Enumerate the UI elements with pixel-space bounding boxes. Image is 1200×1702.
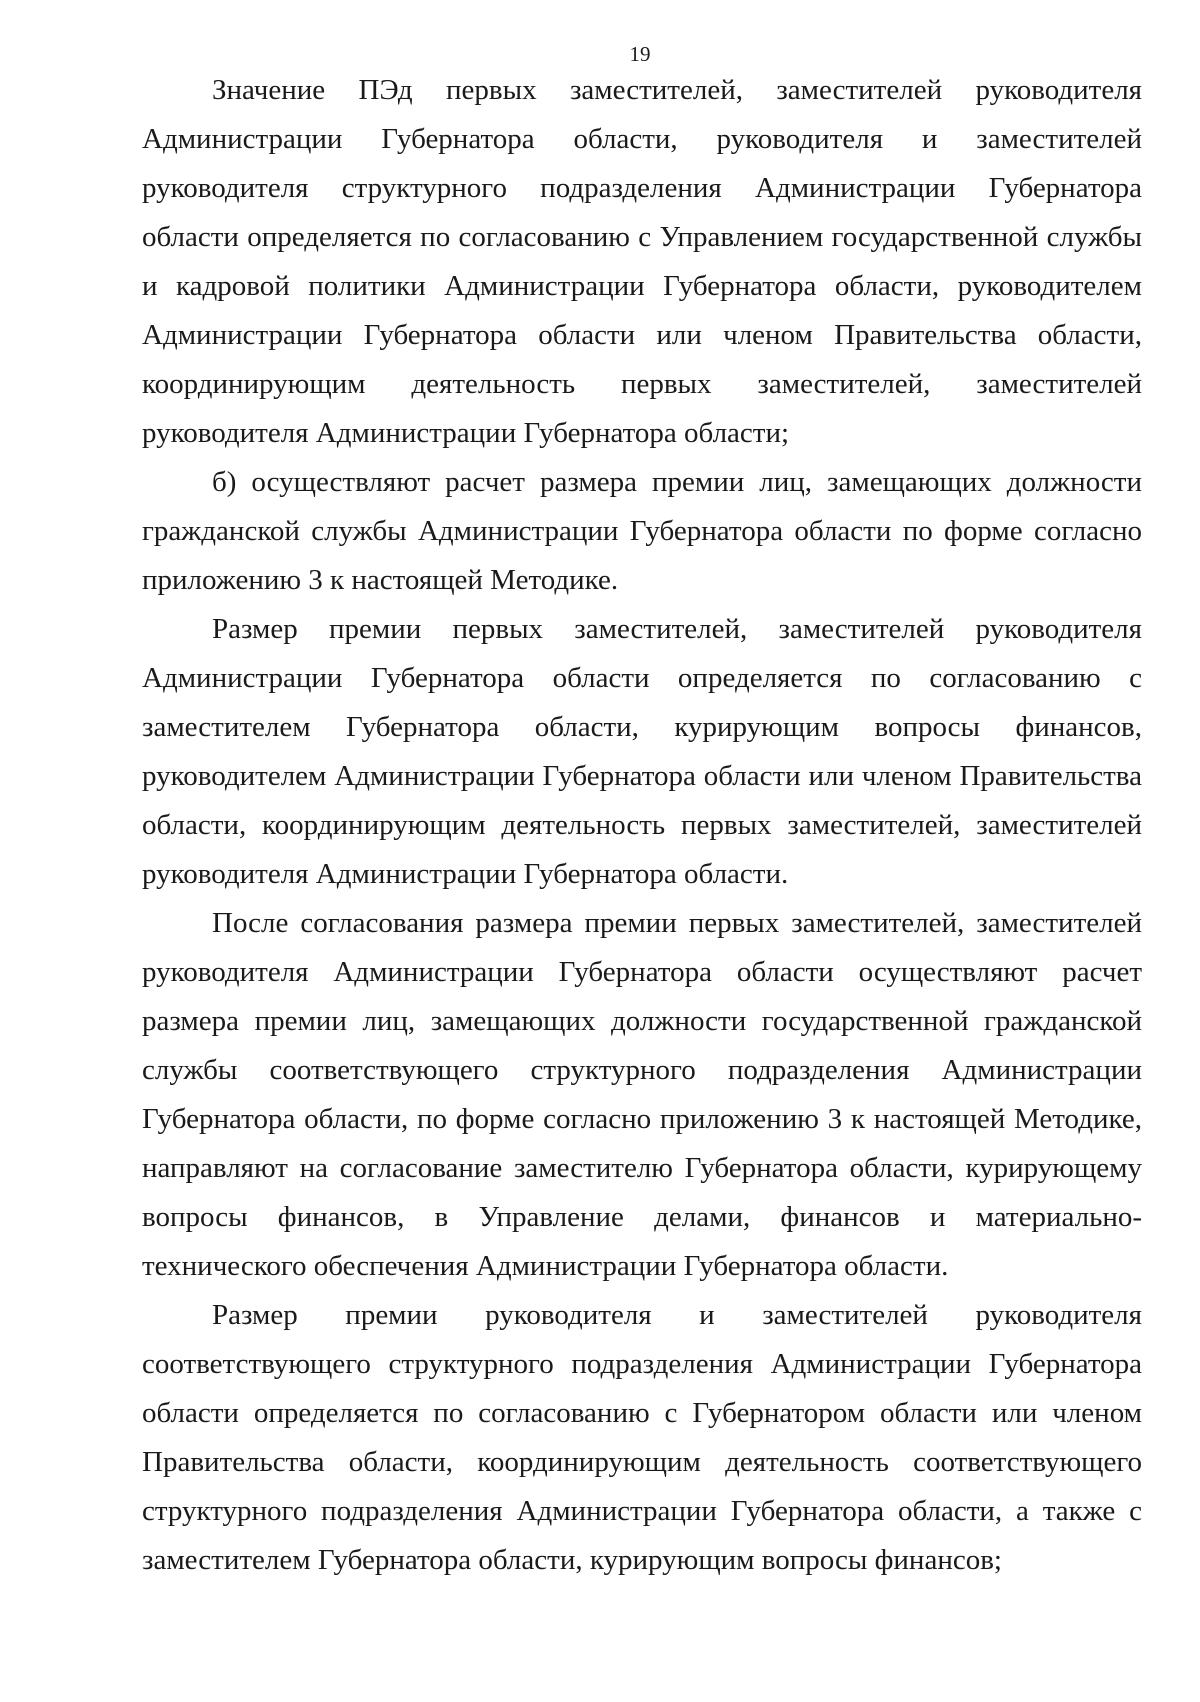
paragraph-ped-value: Значение ПЭд первых заместителей, заместителей руководителя Администрации Губернатора области, руководителя и заместителей руководителя структурного подразделения Администрации Губернатора области определяется по согласованию с Управлением государственной службы и кадровой политики Администрации Губернатора области, руководителем Администрации Губернатора области или членом Правительства области, координирующим деятельность первых заместителей, заместителей руководителя Администрации Губернатора области;	[142, 74, 1142, 449]
paragraph-head-bonus: Размер премии руководителя и заместителей руководителя соответствующего структурного подразделения Администрации Губернатора области определяется по согласованию с Губернатором области или членом Правительства области, координирующим деятельность соответствующего структурного подразделения Администрации Губернатора области, а также с заместителем Губернатора области, курирующим вопросы финансов;	[142, 1299, 1142, 1576]
paragraph-first-deputies-bonus: Размер премии первых заместителей, заместителей руководителя Администрации Губернатора области определяется по согласованию с заместителем Губернатора области, курирующим вопросы финансов, руководителем Администрации Губернатора области или членом Правительства области, координирующим деятельность первых заместителей, заместителей руководителя Администрации Губернатора области.	[142, 613, 1142, 890]
paragraph-bonus-calculation: б) осуществляют расчет размера премии лиц, замещающих должности гражданской службы Администрации Губернатора области по форме согласно приложению 3 к настоящей Методике.	[142, 466, 1142, 596]
paragraph-after-approval: После согласования размера премии первых заместителей, заместителей руководителя Администрации Губернатора области осуществляют расчет размера премии лиц, замещающих должности государственной гражданской службы соответствующего структурного подразделения Администрации Губернатора области, по форме согласно приложению 3 к настоящей Методике, направляют на согласование заместителю Губернатора области, курирующему вопросы финансов, в Управление делами, финансов и материально-технического обеспечения Администрации Губернатора области.	[142, 907, 1142, 1282]
document-body	[142, 66, 1142, 1585]
page-number: 19	[629, 42, 651, 66]
